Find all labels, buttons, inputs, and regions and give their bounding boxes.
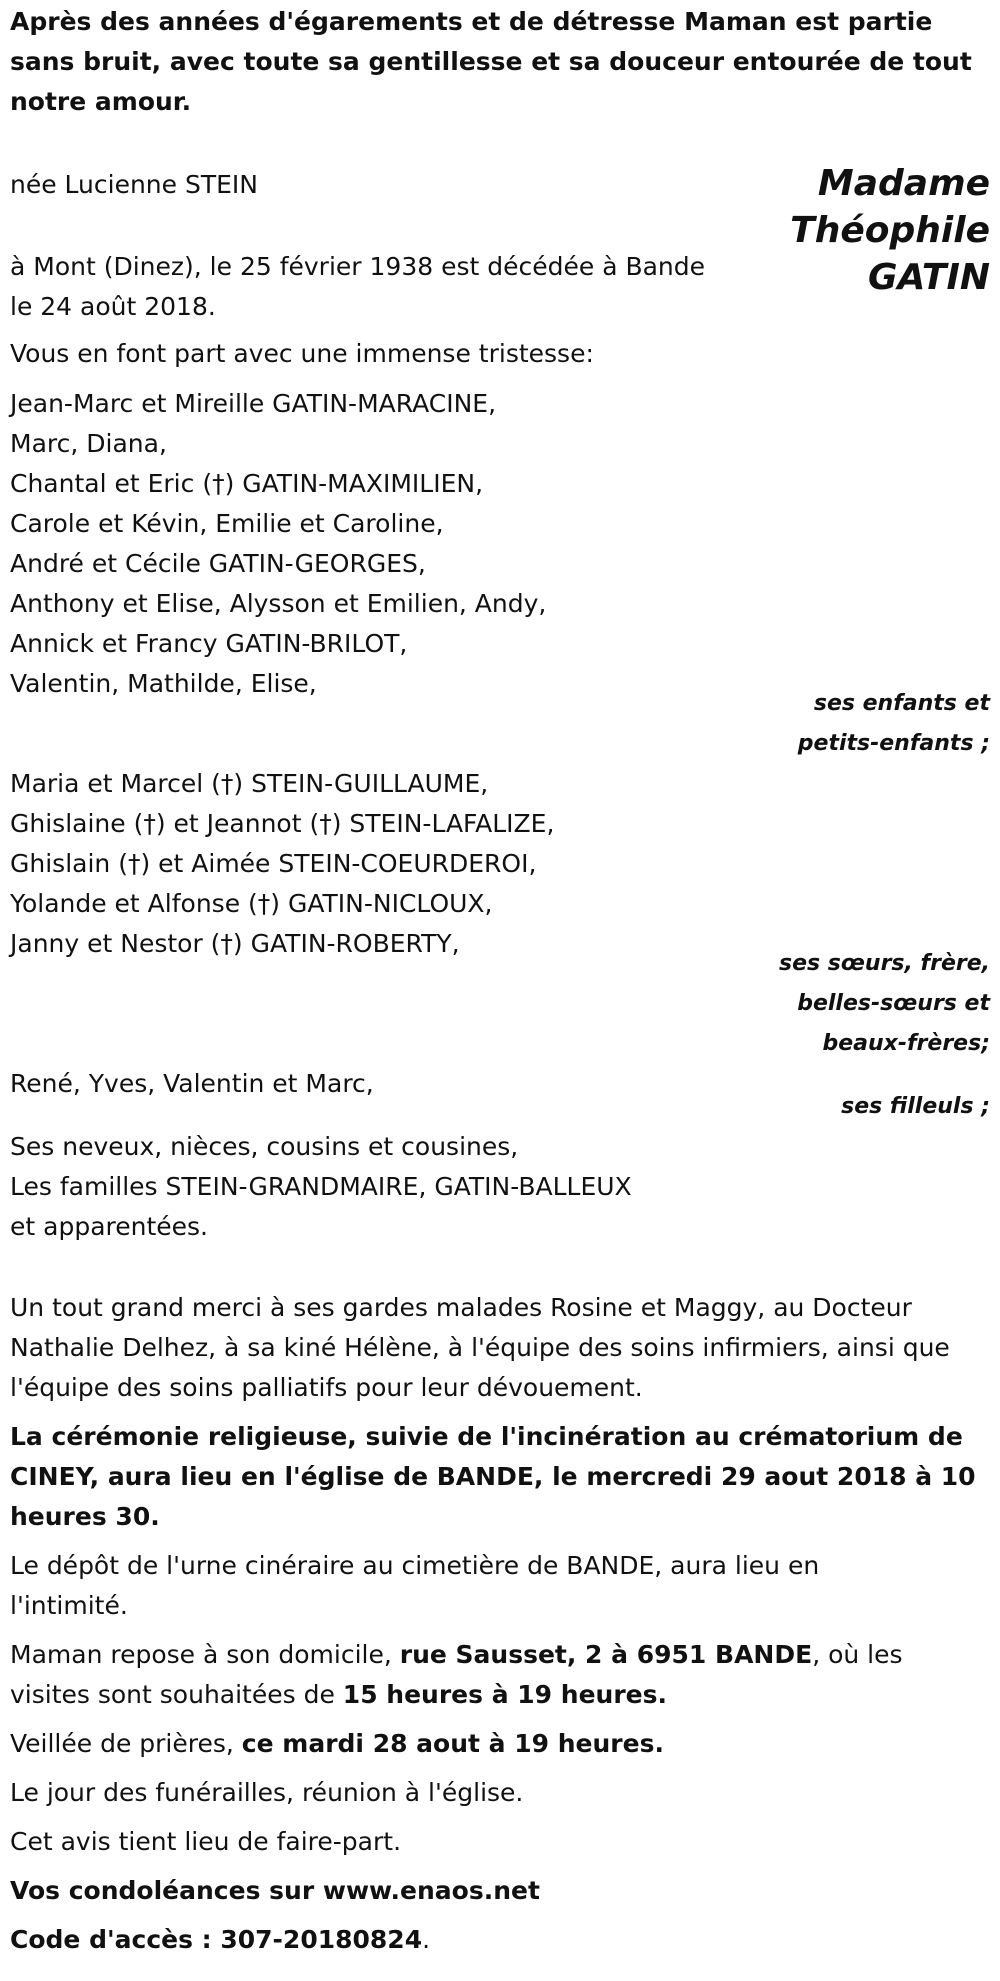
ceremony-line: La cérémonie religieuse, suivie de l'incinération au crématorium de <box>10 1422 963 1451</box>
relation-line: ses sœurs, frère, <box>778 951 990 976</box>
obituary-notice <box>10 0 990 1981</box>
repose-address: rue Sausset, 2 à 6951 BANDE <box>399 1640 813 1669</box>
vigil-date: ce mardi 28 aout à 19 heures. <box>241 1729 664 1758</box>
list-item: Ghislain (†) et Aimée STEIN-COEURDEROI, <box>10 849 537 878</box>
title-madame: Madame <box>817 163 990 204</box>
intro-paragraph: Après des années d'égarements et de détresse Maman est partie sans bruit, avec toute sa gentillesse et sa douceur entourée de tout notre amour. <box>10 7 972 116</box>
visiting-hours: 15 heures à 19 heures. <box>342 1680 667 1709</box>
list-item: Maria et Marcel (†) STEIN-GUILLAUME, <box>10 769 489 798</box>
thanks-line: l'équipe des soins palliatifs pour leur dévouement. <box>10 1373 643 1402</box>
urn-line: Le dépôt de l'urne cinéraire au cimetière de BANDE, aura lieu en <box>10 1551 820 1580</box>
ceremony-line: CINEY, aura lieu en l'église de BANDE, le mercredi 29 aout 2018 à 10 <box>10 1462 976 1491</box>
list-item: Marc, Diana, <box>10 429 167 458</box>
list-item: et apparentées. <box>10 1212 208 1241</box>
thanks-line: Un tout grand merci à ses gardes malades Rosine et Maggy, au Docteur <box>10 1293 912 1322</box>
list-item: Valentin, Mathilde, Elise, <box>10 669 317 698</box>
funeral-day: Le jour des funérailles, réunion à l'église. <box>10 1778 524 1807</box>
announcement: Vous en font part avec une immense tristesse: <box>10 339 594 368</box>
relation-line: ses enfants et <box>813 691 990 716</box>
godchildren-relation: ses filleuls ; <box>841 1094 990 1119</box>
condolences: Vos condoléances sur www.enaos.net <box>10 1876 540 1905</box>
deceased-name <box>790 160 990 301</box>
access-code <box>10 1920 430 1960</box>
notice: Cet avis tient lieu de faire-part. <box>10 1827 402 1856</box>
godchildren: René, Yves, Valentin et Marc, <box>10 1069 374 1098</box>
vigil-text: Veillée de prières, <box>10 1729 242 1758</box>
list-item: Annick et Francy GATIN-BRILOT, <box>10 629 408 658</box>
siblings-relation <box>779 944 990 1064</box>
list-item: Carole et Kévin, Emilie et Caroline, <box>10 509 444 538</box>
access-code-period: . <box>422 1925 431 1954</box>
urn-line: l'intimité. <box>10 1591 128 1620</box>
relation-line: belles-sœurs et <box>797 991 990 1016</box>
list-item: André et Cécile GATIN-GEORGES, <box>10 549 426 578</box>
repose-text: Maman repose à son domicile, <box>10 1640 400 1669</box>
repose-line-2 <box>10 1675 667 1715</box>
list-item: Yolande et Alfonse (†) GATIN-NICLOUX, <box>10 889 493 918</box>
birth-line-2: le 24 août 2018. <box>10 292 216 321</box>
list-item: Ses neveux, nièces, cousins et cousines, <box>10 1132 519 1161</box>
children-relation <box>798 684 990 764</box>
relation-line: beaux-frères; <box>822 1031 990 1056</box>
ceremony-line: heures 30. <box>10 1502 160 1531</box>
list-item: Chantal et Eric (†) GATIN-MAXIMILIEN, <box>10 469 484 498</box>
access-code-value: Code d'accès : 307-20180824 <box>10 1925 423 1954</box>
thanks-line: Nathalie Delhez, à sa kiné Hélène, à l'équipe des soins infirmiers, ainsi que <box>10 1333 950 1362</box>
repose-text: , où les <box>812 1640 903 1669</box>
list-item: Ghislaine (†) et Jeannot (†) STEIN-LAFALIZE, <box>10 809 555 838</box>
title-first-name: Théophile <box>790 210 990 251</box>
list-item: Jean-Marc et Mireille GATIN-MARACINE, <box>10 389 497 418</box>
list-item: Anthony et Elise, Alysson et Emilien, Andy, <box>10 589 547 618</box>
maiden-name: née Lucienne STEIN <box>10 170 258 199</box>
repose-text: visites sont souhaitées de <box>10 1680 343 1709</box>
relation-line: petits-enfants ; <box>797 731 990 756</box>
list-item: Janny et Nestor (†) GATIN-ROBERTY, <box>10 929 460 958</box>
title-last-name: GATIN <box>867 257 990 298</box>
vigil <box>10 1724 664 1764</box>
birth-line-1: à Mont (Dinez), le 25 février 1938 est décédée à Bande <box>10 252 706 281</box>
repose-line-1 <box>10 1635 903 1675</box>
list-item: Les familles STEIN-GRANDMAIRE, GATIN-BALLEUX <box>10 1172 632 1201</box>
